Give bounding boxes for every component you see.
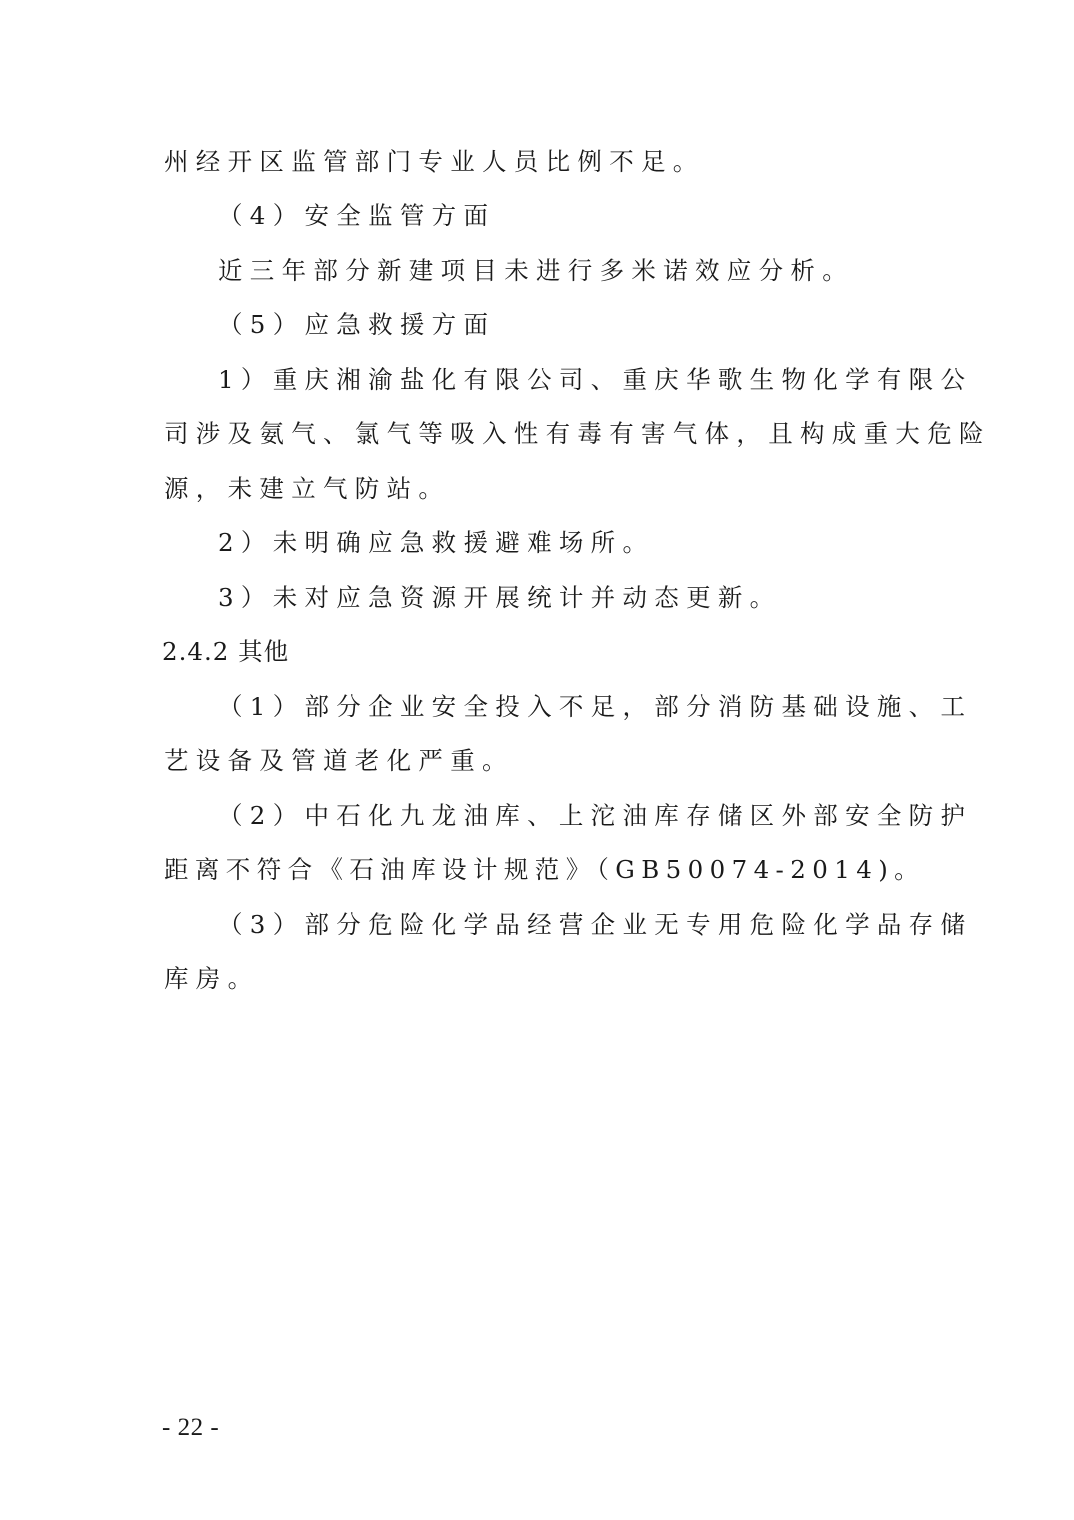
body-text-line: 司涉及氨气、氯气等吸入性有毒有害气体，且构成重大危险	[164, 419, 991, 448]
body-text-line: 距离不符合《石油库设计规范》（GB50074-2014)。	[164, 855, 926, 884]
section-heading: （5）应急救援方面	[218, 310, 496, 339]
body-text-line: 3）未对应急资源开展统计并动态更新。	[218, 583, 782, 612]
body-text-line: 1）重庆湘渝盐化有限公司、重庆华歌生物化学有限公	[218, 365, 973, 394]
body-text-line: 艺设备及管道老化严重。	[164, 746, 514, 775]
body-text-line: 近三年部分新建项目未进行多米诺效应分析。	[218, 256, 854, 285]
page-number: - 22 -	[162, 1414, 220, 1441]
body-text-line: （2）中石化九龙油库、上沱油库存储区外部安全防护	[218, 801, 973, 830]
body-text-line: （3）部分危险化学品经营企业无专用危险化学品存储	[218, 910, 973, 939]
body-text-line: 2）未明确应急救援避难场所。	[218, 528, 655, 557]
section-heading: （4）安全监管方面	[218, 201, 496, 230]
body-text-line: 库房。	[164, 964, 260, 993]
body-text-line: 州经开区监管部门专业人员比例不足。	[164, 147, 705, 176]
subsection-heading: 2.4.2 其他	[162, 637, 290, 666]
body-text-line: （1）部分企业安全投入不足，部分消防基础设施、工	[218, 692, 973, 721]
body-text-line: 源，未建立气防站。	[164, 474, 451, 503]
